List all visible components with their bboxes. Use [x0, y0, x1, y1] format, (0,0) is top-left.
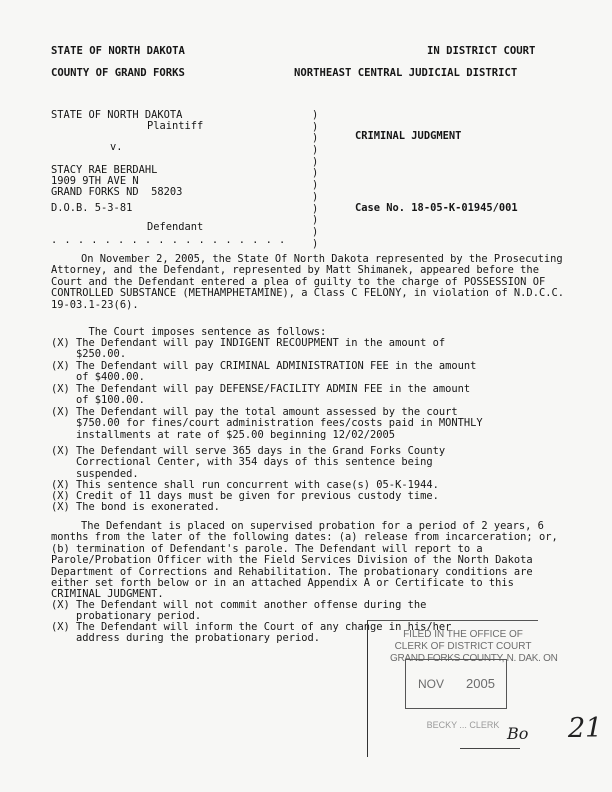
plaintiff-role: Plaintiff — [147, 120, 204, 132]
signature-line — [460, 748, 520, 749]
handwritten-page-number: 21 — [568, 713, 603, 744]
caption-dots: . . . . . . . . . . . . . . . . . . — [51, 234, 286, 246]
condition-item: (X) The Defendant will inform the Court of any change in his/her address during the probationary period. — [51, 621, 452, 645]
header-county: COUNTY OF GRAND FORKS — [51, 67, 185, 79]
header-state: STATE OF NORTH DAKOTA — [51, 45, 185, 57]
header-district: NORTHEAST CENTRAL JUDICIAL DISTRICT — [294, 67, 518, 79]
versus: v. — [110, 141, 123, 153]
defendant-address-line2: GRAND FORKS ND 58203 — [51, 186, 183, 198]
defendant-name: STACY RAE BERDAHL — [51, 164, 158, 176]
stamp-date-box — [405, 659, 507, 709]
sentence-item: (X) This sentence shall run concurrent with case(s) 05-K-1944. — [51, 479, 439, 491]
sentence-item: (X) The Defendant will serve 365 days in the Grand Forks County Correctional Center, with 354 days of this sentence being suspended. — [51, 445, 446, 480]
fee-item: (X) The Defendant will pay DEFENSE/FACILITY ADMIN FEE in the amount of $100.00. — [51, 383, 471, 407]
sentence-item: (X) Credit of 11 days must be given for previous custody time. — [51, 490, 439, 502]
defendant-address-line1: 1909 9TH AVE N — [51, 175, 139, 187]
fee-item: (X) The Defendant will pay CRIMINAL ADMINISTRATION FEE in the amount of $400.00. — [51, 360, 477, 384]
sentence-intro: The Court imposes sentence as follows: — [51, 326, 327, 338]
case-number: Case No. 18-05-K-01945/001 — [355, 202, 518, 214]
probation-paragraph: The Defendant is placed on supervised probation for a period of 2 years, 6 months from the later of the following dates: (a) release from incarceration; or, (b) termination of Defendant's parole. The Defendant will report to a Parole/Probation Officer with the Field Services Division of the North Dakota Department of Corrections and Rehabilitation. The probationary conditions are either set forth below or in an attached Appendix A or Certificate to this CRIMINAL JUDGMENT. — [51, 520, 558, 601]
header-court: IN DISTRICT COURT — [427, 45, 536, 57]
defendant-dob: D.O.B. 5-3-81 — [51, 202, 133, 214]
sentence-item: (X) The bond is exonerated. — [51, 501, 220, 513]
document-title: CRIMINAL JUDGMENT — [355, 130, 462, 142]
fee-item: (X) The Defendant will pay INDIGENT RECOUPMENT in the amount of $250.00. — [51, 337, 446, 361]
defendant-role: Defendant — [147, 221, 204, 233]
handwritten-initials: Bo — [507, 724, 529, 743]
stamp-date-month: NOV — [418, 677, 445, 691]
stamp-line: CLERK OF DISTRICT COURT — [394, 641, 532, 652]
stamp-line: GRAND FORKS COUNTY, N. DAK. ON — [390, 653, 558, 664]
fee-item: (X) The Defendant will pay the total amount assessed by the court $750.00 for fines/court administration fees/costs paid in MONTHLY installments at rate of $25.00 beginning 12/02/2005 — [51, 406, 483, 441]
caption-parentheses: ) ) ) ) ) ) ) ) ) ) ) ) — [312, 109, 319, 250]
stamp-line: BECKY ... CLERK — [426, 720, 500, 730]
stamp-date-year: 2005 — [466, 676, 495, 691]
opening-paragraph: On November 2, 2005, the State Of North Dakota represented by the Prosecuting Attorney, and the Defendant, represented by Matt Shimanek, appeared before the Court and the Defendant entered a plea of guilty to the charge of POSSESSION OF CONTROLLED SUBSTANCE (METHAMPHETAMINE), a Class C FELONY, in violation of N.D.C.C. 19-03.1-23(6). — [51, 253, 564, 311]
condition-item: (X) The Defendant will not commit another offense during the probationary period. — [51, 599, 427, 623]
stamp-line: FILED IN THE OFFICE OF — [403, 629, 523, 640]
plaintiff-name: STATE OF NORTH DAKOTA — [51, 109, 183, 121]
